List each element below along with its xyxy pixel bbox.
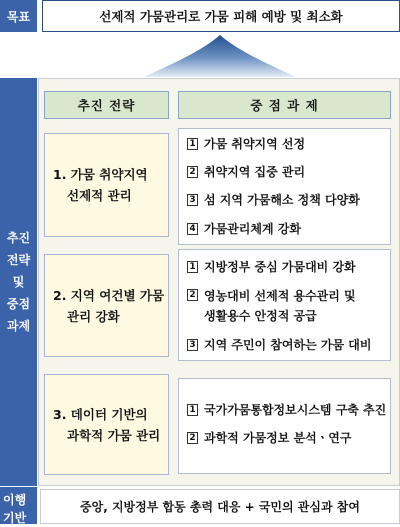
up-arrow-icon <box>140 33 300 79</box>
goal-tag-label: 목표 <box>6 9 31 24</box>
task-number: 2 <box>187 432 198 444</box>
task-item <box>187 401 386 420</box>
strategy-line: 과학적 가뭄 관리 <box>67 427 161 443</box>
task-text: 취약지역 집중 관리 <box>204 165 306 179</box>
task-number: 3 <box>187 194 198 206</box>
strategy-line: 1. 가뭄 취약지역 <box>53 167 148 182</box>
task-text: 영농대비 선제적 용수관리 및 <box>204 289 356 303</box>
strategy-line: 3. 데이터 기반의 <box>53 406 148 422</box>
strategy-box-1 <box>44 133 169 237</box>
strategy-box-2 <box>44 254 169 357</box>
task-item <box>187 286 356 326</box>
goal-text: 선제적 가뭄관리로 가뭄 피해 예방 및 최소화 <box>99 9 343 24</box>
task-number: 2 <box>187 166 198 178</box>
strategy-line: 관리 강화 <box>67 308 120 324</box>
task-text-block <box>204 286 356 326</box>
task-number: 1 <box>187 138 198 150</box>
goal-tag <box>0 0 37 32</box>
task-text: 지방정부 중심 가뭄대비 강화 <box>204 260 356 274</box>
task-number: 1 <box>187 261 198 273</box>
goal-box <box>42 0 400 32</box>
task-text: 생활용수 안정적 공급 <box>204 309 317 323</box>
task-box-1 <box>178 128 391 245</box>
task-item <box>187 336 371 355</box>
task-text: 섬 지역 가뭄해소 정책 다양화 <box>204 193 360 207</box>
task-number: 4 <box>187 223 198 235</box>
task-item <box>187 191 360 210</box>
task-text: 가뭄 취약지역 선정 <box>204 137 306 151</box>
strategy-column-header <box>44 91 169 119</box>
task-text: 가뭄관리체계 강화 <box>204 222 301 236</box>
strategy-tag-line: 추진 <box>6 231 31 245</box>
task-item <box>187 135 305 154</box>
strategy-tag-line: 중점 <box>6 297 31 311</box>
implementation-box <box>40 489 400 524</box>
strategy-line: 2. 지역 여건별 가뭄 <box>53 287 165 303</box>
strategy-tag-line: 및 <box>12 275 25 289</box>
task-item <box>187 163 305 182</box>
tasks-column-header <box>178 91 391 119</box>
implementation-tag-line: 이행 <box>3 493 27 507</box>
tasks-header-label: 중 점 과 제 <box>250 98 319 113</box>
task-item <box>187 220 301 239</box>
task-number: 2 <box>187 289 198 301</box>
implementation-text: 중앙, 지방정부 합동 총력 대응 + 국민의 관심과 참여 <box>80 500 360 514</box>
task-item <box>187 429 351 448</box>
task-box-2 <box>178 249 391 361</box>
task-text: 지역 주민이 참여하는 가뭄 대비 <box>204 338 372 352</box>
strategy-tag <box>0 78 37 486</box>
task-text: 과학적 가뭄정보 분석ㆍ연구 <box>204 431 352 445</box>
strategy-line: 선제적 관리 <box>67 188 132 203</box>
strategy-tag-line: 과제 <box>6 319 31 333</box>
implementation-tag-line: 기반 <box>3 511 27 525</box>
task-number: 1 <box>187 404 198 416</box>
task-text: 국가가뭄통합정보시스템 구축 추진 <box>204 403 387 417</box>
implementation-tag <box>0 487 37 524</box>
strategy-box-3 <box>44 374 169 475</box>
task-number: 3 <box>187 339 198 351</box>
task-item <box>187 258 356 277</box>
task-box-3 <box>178 378 391 474</box>
strategy-tag-line: 전략 <box>6 253 31 267</box>
strategy-header-label: 추진 전략 <box>77 98 136 113</box>
